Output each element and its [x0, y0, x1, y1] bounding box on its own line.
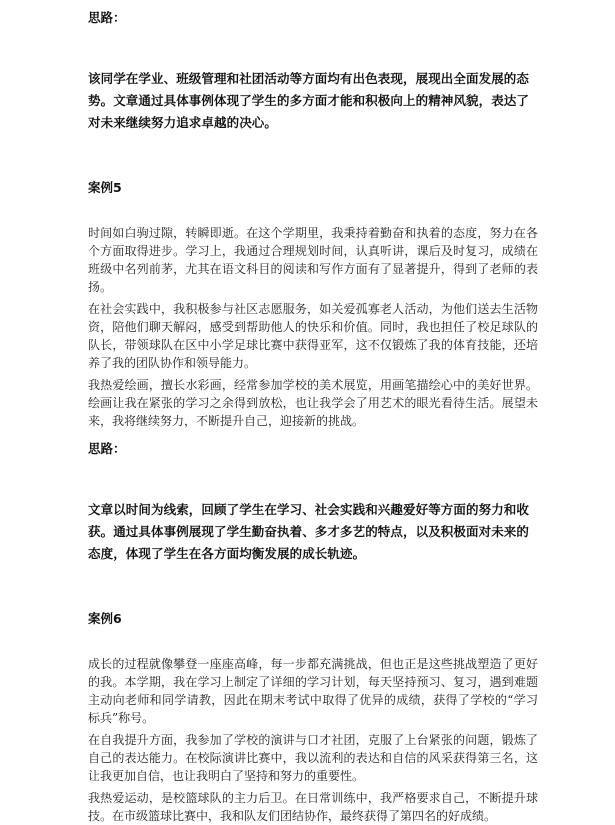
- body-paragraph: 成长的过程就像攀登一座座高峰，每一步都充满挑战，但也正是这些挑战塑造了更好的我。本学期，我在学习上制定了详细的学习计划，每天坚持预习、复习，遇到难题主动向老师和同学请教，因此在期末考试中取得了优异的成绩，获得了学校的“学习标兵”称号。: [88, 657, 538, 725]
- body-paragraph: 我热爱绘画，擅长水彩画，经常参加学校的美术展览，用画笔描绘心中的美好世界。绘画让我在紧张的学习之余得到放松，也让我学会了用艺术的眼光看待生活。展望未来，我将继续努力，不断提升自己，迎接新的挑战。: [88, 378, 538, 428]
- thinking-label: 思路：: [88, 441, 126, 456]
- body-paragraph: 我热爱运动，是校篮球队的主力后卫。在日常训练中，我严格要求自己，不断提升球技。在市级篮球比赛中，我和队友们团结协作，最终获得了第四名的好成绩。: [88, 791, 538, 823]
- summary-paragraph: 文章以时间为线索，回顾了学生在学习、社会实践和兴趣爱好等方面的努力和收获。通过具体事例展现了学生勤奋执着、多才多艺的特点，以及积极面对未来的态度，体现了学生在各方面均衡发展的成长轨迹。: [88, 502, 530, 561]
- case-title: 案例5: [88, 180, 122, 195]
- summary-paragraph: 该同学在学业、班级管理和社团活动等方面均有出色表现，展现出全面发展的态势。文章通过具体事例体现了学生的多方面才能和积极向上的精神风貌，表达了对未来继续努力追求卓越的决心。: [88, 71, 530, 130]
- thinking-label: 思路：: [88, 10, 126, 25]
- case-title: 案例6: [88, 611, 122, 626]
- body-paragraph: 时间如白驹过隙，转瞬即逝。在这个学期里，我秉持着勤奋和执着的态度，努力在各个方面取得进步。学习上，我通过合理规划时间，认真听讲，课后及时复习，成绩在班级中名列前茅，尤其在语文科目的阅读和写作方面有了显著提升，得到了老师的表扬。: [88, 226, 538, 294]
- body-paragraph: 在自我提升方面，我参加了学校的演讲与口才社团，克服了上台紧张的问题，锻炼了自己的表达能力。在校际演讲比赛中，我以流利的表达和自信的风采获得第三名，这让我更加自信，也让我明白了坚持和努力的重要性。: [88, 733, 538, 783]
- body-paragraph: 在社会实践中，我积极参与社区志愿服务，如关爱孤寡老人活动，为他们送去生活物资，陪他们聊天解闷，感受到帮助他人的快乐和价值。同时，我也担任了校足球队的队长，带领球队在区中小学足球比赛中获得亚军，这不仅锻炼了我的体育技能，还培养了我的团队协作和领导能力。: [88, 302, 538, 370]
